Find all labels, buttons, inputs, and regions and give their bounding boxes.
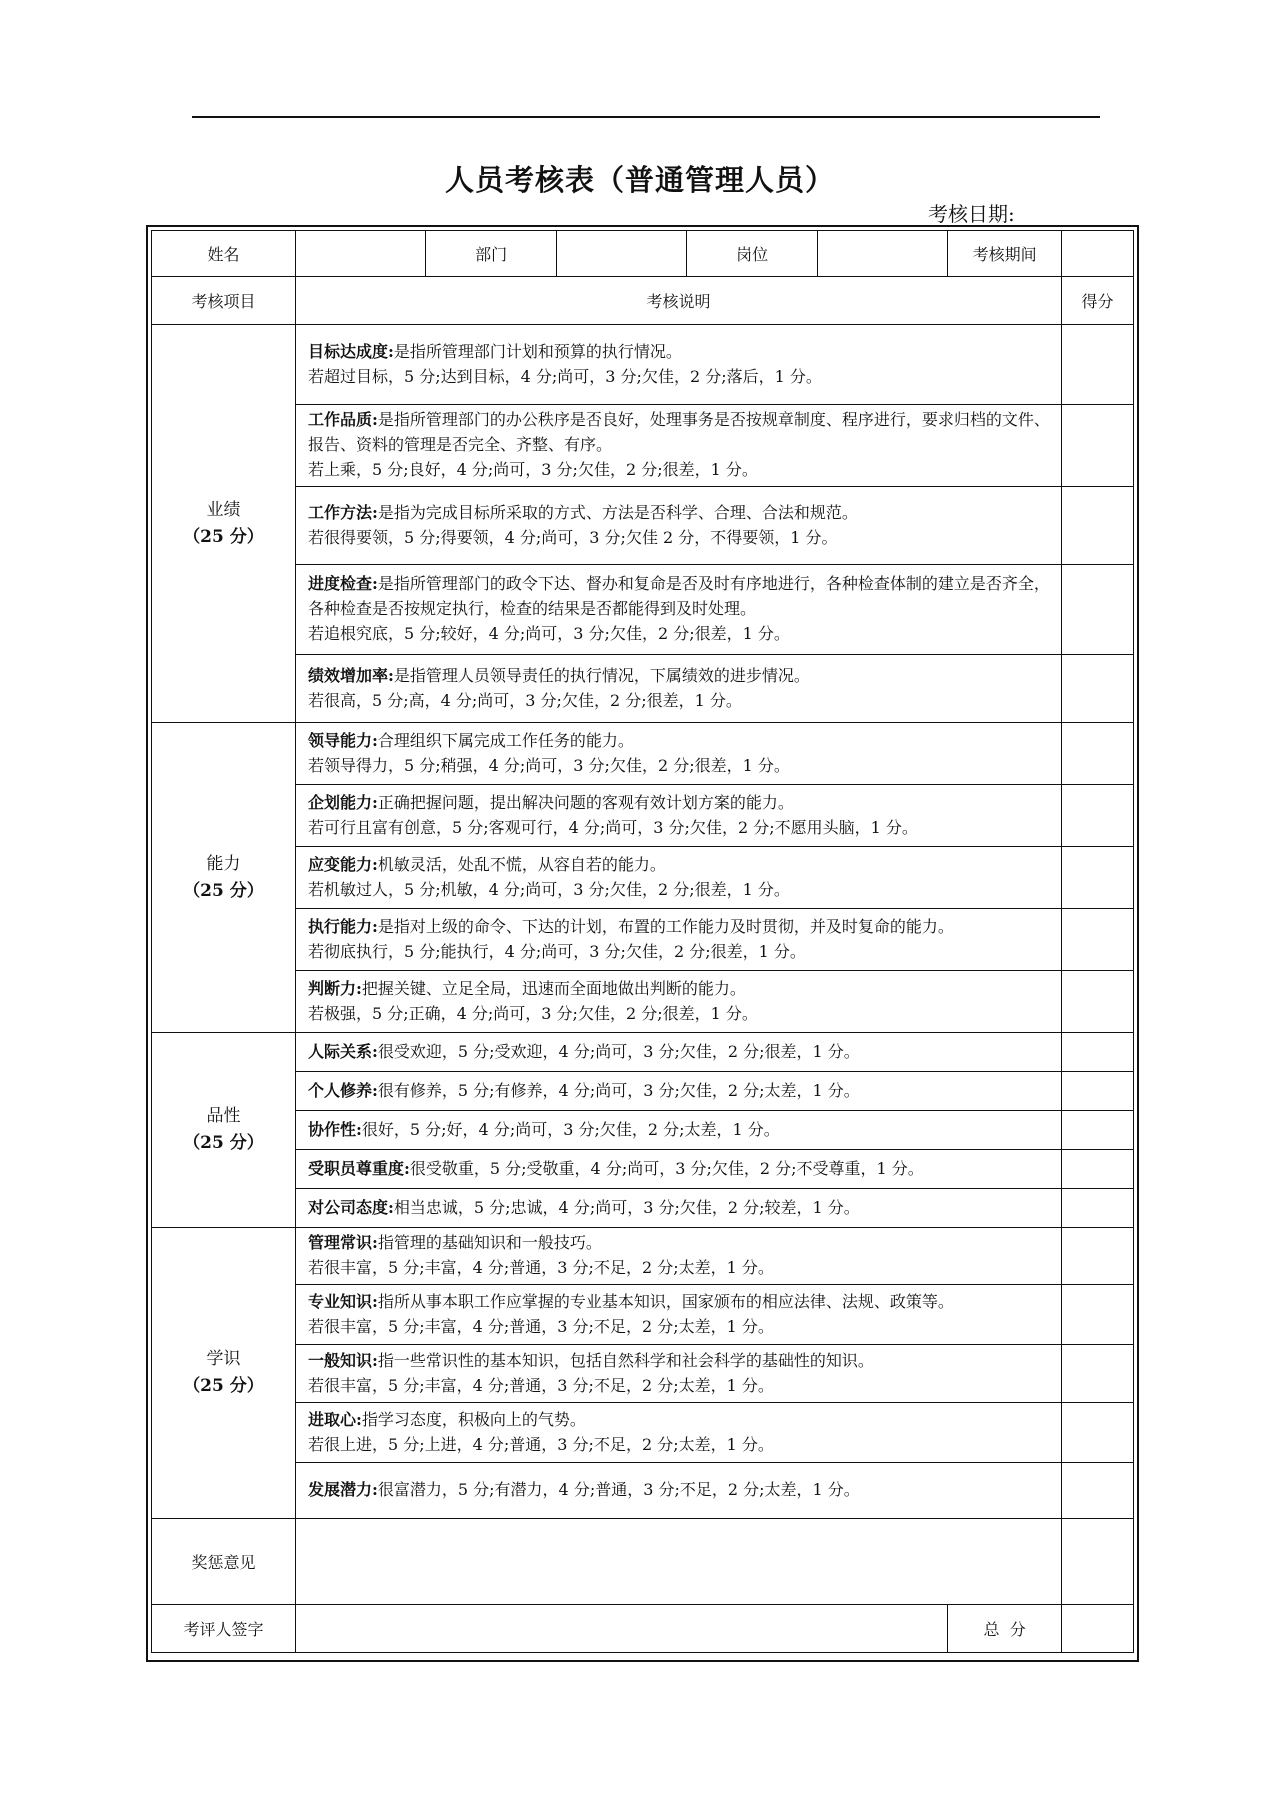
reward-row	[152, 1519, 1134, 1605]
criteria-description	[295, 655, 1061, 723]
criteria-row	[152, 655, 1134, 723]
criteria-description	[295, 1189, 1061, 1228]
signature-row	[152, 1605, 1134, 1653]
category-points: （25 分）	[183, 1133, 264, 1153]
category-cell	[152, 1033, 296, 1228]
score-cell[interactable]	[1061, 1150, 1133, 1189]
reward-field[interactable]	[295, 1519, 1061, 1605]
criteria-term: 绩效增加率:	[307, 665, 394, 685]
score-cell[interactable]	[1061, 785, 1133, 847]
criteria-description	[295, 723, 1061, 785]
criteria-text: 是指所管理部门的办公秩序是否良好，处理事务是否按规章制度、程序进行，要求归档的文件、报告、资料的管理是否完全、齐整、有序。	[307, 410, 1050, 454]
criteria-term: 个人修养:	[307, 1080, 378, 1100]
criteria-description	[295, 1463, 1061, 1519]
criteria-text: 把握关键、立足全局，迅速而全面地做出判断的能力。	[361, 978, 746, 998]
criteria-row	[152, 1285, 1134, 1345]
score-cell[interactable]	[1061, 1228, 1133, 1285]
criteria-row	[152, 1072, 1134, 1111]
criteria-row	[152, 785, 1134, 847]
criteria-term: 判断力:	[307, 978, 362, 998]
category-name: 能力	[206, 853, 241, 874]
score-cell[interactable]	[1061, 847, 1133, 909]
criteria-rule: 若追根究底，5 分;较好，4 分;尚可，3 分;欠佳，2 分;很差，1 分。	[307, 624, 790, 643]
category-cell	[152, 325, 296, 723]
dept-label: 部门	[426, 231, 556, 277]
criteria-rule: 若机敏过人，5 分;机敏，4 分;尚可，3 分;欠佳，2 分;很差，1 分。	[307, 879, 790, 899]
criteria-row	[152, 1111, 1134, 1150]
criteria-term: 企划能力:	[307, 792, 378, 812]
score-cell[interactable]	[1061, 325, 1133, 405]
criteria-description	[295, 1150, 1061, 1189]
criteria-text: 指管理的基础知识和一般技巧。	[377, 1233, 602, 1252]
score-cell[interactable]	[1061, 1033, 1133, 1072]
criteria-row	[152, 325, 1134, 405]
criteria-description	[295, 971, 1061, 1033]
desc-column-header: 考核说明	[295, 277, 1061, 325]
criteria-rule: 若极强，5 分;正确，4 分;尚可，3 分;欠佳，2 分;很差，1 分。	[307, 1003, 758, 1023]
criteria-rule: 若上乘，5 分;良好，4 分;尚可，3 分;欠佳，2 分;很差，1 分。	[307, 460, 758, 479]
item-column-header: 考核项目	[152, 277, 296, 325]
criteria-term: 一般知识:	[307, 1350, 378, 1370]
category-points: （25 分）	[183, 1376, 264, 1396]
post-field[interactable]	[817, 231, 947, 277]
criteria-description	[295, 1345, 1061, 1403]
criteria-row	[152, 1345, 1134, 1403]
score-cell[interactable]	[1061, 1285, 1133, 1345]
criteria-text: 很受欢迎，5 分;受欢迎，4 分;尚可，3 分;欠佳，2 分;很差，1 分。	[377, 1041, 860, 1061]
criteria-description	[295, 565, 1061, 655]
criteria-description	[295, 487, 1061, 565]
total-label: 总 分	[948, 1605, 1062, 1653]
criteria-term: 受职员尊重度:	[307, 1158, 410, 1178]
criteria-text: 是指对上级的命令、下达的计划，布置的工作能力及时贯彻，并及时复命的能力。	[377, 916, 954, 936]
category-points: （25 分）	[183, 526, 264, 547]
criteria-text: 很有修养，5 分;有修养，4 分;尚可，3 分;欠佳，2 分;太差，1 分。	[377, 1080, 860, 1100]
criteria-text: 合理组织下属完成工作任务的能力。	[377, 730, 634, 750]
criteria-row	[152, 1228, 1134, 1285]
criteria-text: 指学习态度，积极向上的气势。	[361, 1409, 586, 1429]
criteria-row	[152, 405, 1134, 487]
criteria-row	[152, 723, 1134, 785]
criteria-row	[152, 1150, 1134, 1189]
name-label: 姓名	[152, 231, 296, 277]
info-row	[152, 231, 1134, 277]
score-cell[interactable]	[1061, 487, 1133, 565]
criteria-description	[295, 1072, 1061, 1111]
assessment-table	[151, 230, 1134, 1653]
criteria-row	[152, 971, 1134, 1033]
dept-field[interactable]	[556, 231, 686, 277]
score-cell[interactable]	[1061, 1403, 1133, 1463]
criteria-row	[152, 847, 1134, 909]
criteria-row	[152, 565, 1134, 655]
criteria-description	[295, 1033, 1061, 1072]
criteria-text: 正确把握问题，提出解决问题的客观有效计划方案的能力。	[377, 792, 794, 812]
criteria-description	[295, 1285, 1061, 1345]
criteria-text: 是指所管理部门计划和预算的执行情况。	[393, 341, 682, 361]
signer-field[interactable]	[295, 1605, 947, 1653]
category-name: 业绩	[206, 499, 241, 520]
criteria-text: 指所从事本职工作应掌握的专业基本知识，国家颁布的相应法律、法规、政策等。	[377, 1291, 954, 1311]
criteria-rule: 若很得要领，5 分;得要领，4 分;尚可，3 分;欠佳 2 分，不得要领，1 分。	[307, 527, 838, 547]
criteria-text: 是指所管理部门的政令下达、督办和复命是否及时有序地进行，各种检查体制的建立是否齐全，各种检查是否按规定执行，检查的结果是否都能得到及时处理。	[307, 574, 1050, 618]
column-header-row	[152, 277, 1134, 325]
criteria-row	[152, 487, 1134, 565]
criteria-rule: 若很丰富，5 分;丰富，4 分;普通，3 分;不足，2 分;太差，1 分。	[307, 1258, 774, 1277]
score-cell[interactable]	[1061, 565, 1133, 655]
criteria-term: 工作方法:	[307, 502, 378, 522]
criteria-rule: 若很丰富，5 分;丰富，4 分;普通，3 分;不足，2 分;太差，1 分。	[307, 1316, 774, 1336]
score-cell[interactable]	[1061, 1345, 1133, 1403]
period-field[interactable]	[1061, 231, 1133, 277]
criteria-row	[152, 909, 1134, 971]
criteria-text: 很受敬重，5 分;受敬重，4 分;尚可，3 分;欠佳，2 分;不受尊重，1 分。	[409, 1158, 924, 1178]
criteria-description	[295, 1228, 1061, 1285]
criteria-rule: 若彻底执行，5 分;能执行，4 分;尚可，3 分;欠佳，2 分;很差，1 分。	[307, 941, 806, 961]
name-field[interactable]	[295, 231, 425, 277]
criteria-rule: 若很丰富，5 分;丰富，4 分;普通，3 分;不足，2 分;太差，1 分。	[307, 1375, 774, 1395]
category-points: （25 分）	[183, 880, 264, 901]
criteria-rule: 若很上进，5 分;上进，4 分;普通，3 分;不足，2 分;太差，1 分。	[307, 1434, 774, 1454]
criteria-row	[152, 1403, 1134, 1463]
criteria-term: 专业知识:	[307, 1291, 378, 1311]
criteria-description	[295, 847, 1061, 909]
category-cell	[152, 723, 296, 1033]
criteria-text: 很富潜力，5 分;有潜力，4 分;普通，3 分;不足，2 分;太差，1 分。	[377, 1480, 860, 1499]
criteria-text: 是指管理人员领导责任的执行情况，下属绩效的进步情况。	[393, 665, 810, 685]
criteria-term: 进取心:	[307, 1409, 362, 1429]
criteria-row	[152, 1033, 1134, 1072]
category-cell	[152, 1228, 296, 1519]
criteria-term: 人际关系:	[307, 1041, 378, 1061]
criteria-term: 领导能力:	[307, 730, 378, 750]
criteria-row	[152, 1463, 1134, 1519]
criteria-rule: 若领导得力，5 分;稍强，4 分;尚可，3 分;欠佳，2 分;很差，1 分。	[307, 755, 790, 775]
criteria-term: 进度检查:	[307, 574, 378, 593]
criteria-term: 发展潜力:	[307, 1480, 378, 1499]
top-rule	[192, 116, 1100, 118]
criteria-description	[295, 405, 1061, 487]
criteria-row	[152, 1189, 1134, 1228]
score-cell[interactable]	[1061, 909, 1133, 971]
category-name: 学识	[206, 1349, 241, 1369]
criteria-term: 对公司态度:	[307, 1197, 394, 1217]
criteria-rule: 若很高，5 分;高，4 分;尚可，3 分;欠佳，2 分;很差，1 分。	[307, 690, 742, 710]
criteria-rule: 若超过目标，5 分;达到目标，4 分;尚可，3 分;欠佳，2 分;落后，1 分。	[307, 366, 822, 386]
signer-label: 考评人签字	[152, 1605, 296, 1653]
criteria-description	[295, 325, 1061, 405]
criteria-term: 协作性:	[307, 1119, 362, 1139]
criteria-text: 机敏灵活，处乱不慌，从容自若的能力。	[377, 854, 666, 874]
score-cell[interactable]	[1061, 655, 1133, 723]
criteria-text: 指一些常识性的基本知识，包括自然科学和社会科学的基础性的知识。	[377, 1350, 874, 1370]
criteria-text: 很好，5 分;好，4 分;尚可，3 分;欠佳，2 分;太差，1 分。	[361, 1119, 780, 1139]
criteria-description	[295, 785, 1061, 847]
assessment-table-frame	[146, 225, 1139, 1662]
score-cell[interactable]	[1061, 405, 1133, 487]
score-column-header: 得分	[1061, 277, 1133, 325]
criteria-rule: 若可行且富有创意，5 分;客观可行，4 分;尚可，3 分;欠佳，2 分;不愿用头脑，1 分。	[307, 817, 918, 837]
criteria-term: 管理常识:	[307, 1233, 378, 1252]
score-cell[interactable]	[1061, 1463, 1133, 1519]
criteria-term: 应变能力:	[307, 854, 378, 874]
criteria-description	[295, 909, 1061, 971]
total-field[interactable]	[1061, 1605, 1133, 1653]
page-title: 人员考核表（普通管理人员）	[444, 163, 835, 197]
reward-label: 奖惩意见	[152, 1519, 296, 1605]
criteria-term: 目标达成度:	[307, 341, 394, 361]
criteria-term: 执行能力:	[307, 916, 378, 936]
assessment-date-label: 考核日期:	[928, 202, 1015, 226]
category-name: 品性	[206, 1106, 241, 1126]
criteria-term: 工作品质:	[307, 410, 378, 429]
criteria-text: 是指为完成目标所采取的方式、方法是否科学、合理、合法和规范。	[377, 502, 858, 522]
score-cell[interactable]	[1061, 1111, 1133, 1150]
period-label: 考核期间	[948, 231, 1062, 277]
score-cell[interactable]	[1061, 1189, 1133, 1228]
criteria-text: 相当忠诚，5 分;忠诚，4 分;尚可，3 分;欠佳，2 分;较差，1 分。	[393, 1197, 860, 1217]
post-label: 岗位	[687, 231, 817, 277]
reward-score-cell[interactable]	[1061, 1519, 1133, 1605]
score-cell[interactable]	[1061, 723, 1133, 785]
score-cell[interactable]	[1061, 1072, 1133, 1111]
criteria-description	[295, 1111, 1061, 1150]
criteria-description	[295, 1403, 1061, 1463]
score-cell[interactable]	[1061, 971, 1133, 1033]
